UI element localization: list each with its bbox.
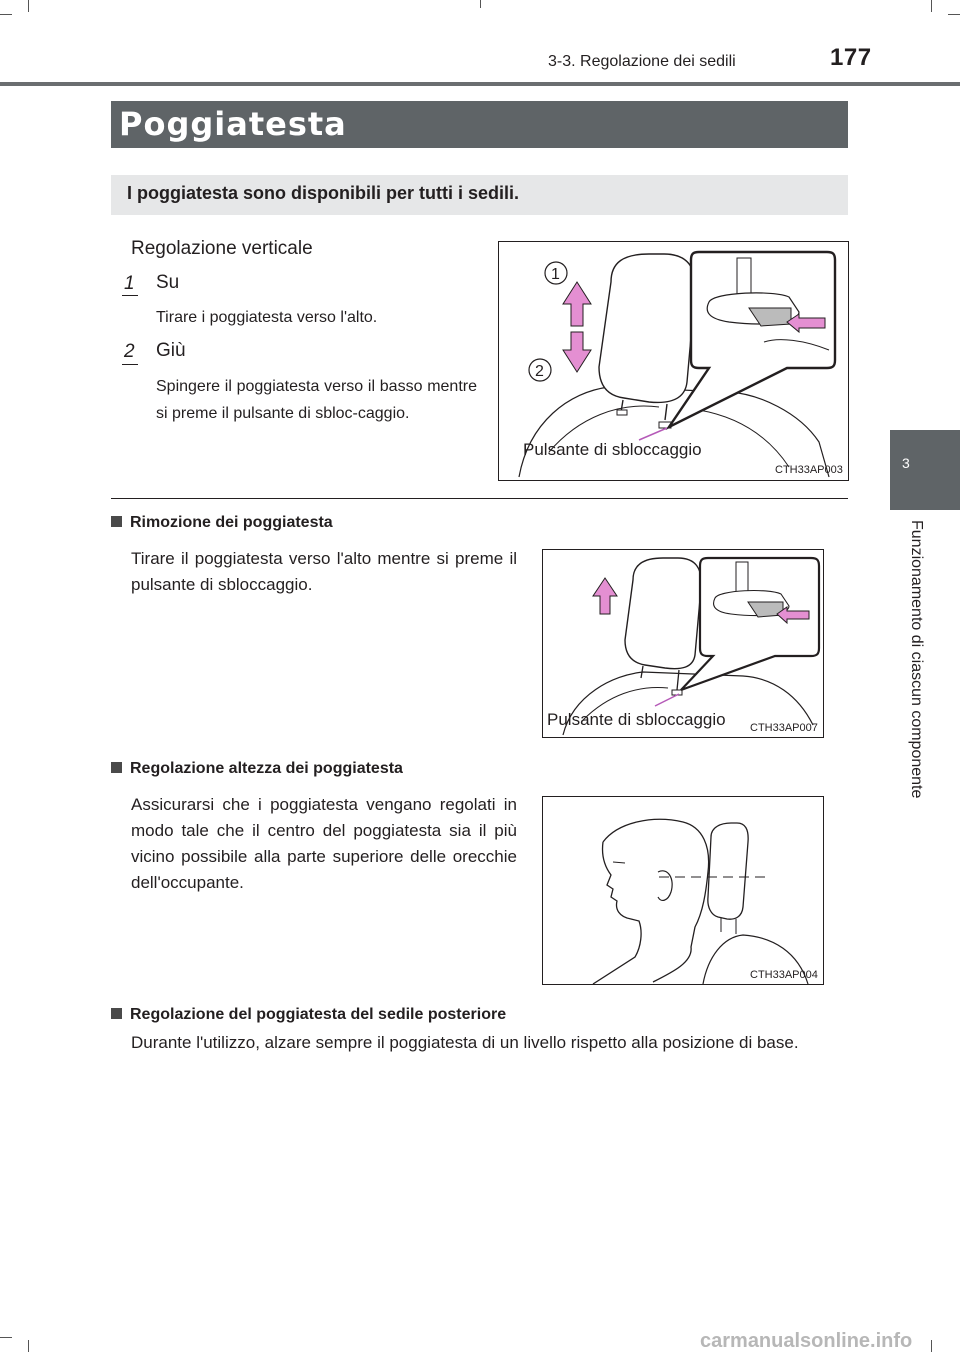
intro-text: I poggiatesta sono disponibili per tutti i sedili.	[127, 183, 520, 203]
figure-label-release-button: Pulsante di sbloccaggio	[523, 440, 702, 459]
step-number-2: 2	[124, 341, 135, 362]
crop-mark	[28, 1340, 29, 1352]
heading-text: Regolazione del poggiatesta del sedile posteriore	[130, 1006, 507, 1023]
figure-code: CTH33AP004	[750, 969, 818, 981]
heading-text: Rimozione dei poggiatesta	[130, 514, 333, 531]
vertical-heading: Regolazione verticale	[131, 238, 313, 259]
number-underline	[122, 295, 138, 296]
square-bullet-icon	[111, 1008, 122, 1019]
step-label-2: Giù	[156, 340, 186, 361]
page-number: 177	[830, 44, 872, 71]
section-reference: 3-3. Regolazione dei sedili	[548, 53, 736, 70]
crop-mark	[931, 0, 932, 12]
crop-mark	[948, 14, 960, 15]
subsection-heading-height	[111, 760, 403, 778]
step-number-1: 1	[124, 273, 135, 294]
step-label-1: Su	[156, 272, 180, 293]
chapter-label-text: Funzionamento di ciascun componente	[908, 520, 925, 799]
square-bullet-icon	[111, 516, 122, 527]
subsection-heading-rear	[111, 1006, 506, 1024]
square-bullet-icon	[111, 762, 122, 773]
crop-mark	[28, 0, 29, 12]
section-divider	[111, 498, 848, 499]
crop-mark	[0, 1337, 12, 1338]
page-title: Poggiatesta	[119, 105, 347, 143]
crop-mark	[931, 1340, 932, 1352]
marker-1: 1	[551, 266, 560, 283]
figure-code: CTH33AP003	[775, 464, 843, 476]
occupant-head-illustration	[543, 797, 823, 984]
figure-removal	[542, 549, 824, 738]
figure-label-release-button: Pulsante di sbloccaggio	[547, 710, 726, 729]
subsection-heading-removal	[111, 514, 333, 532]
crop-mark	[0, 14, 12, 15]
step-text-2: Spingere il poggiatesta verso il basso mentre si preme il pulsante di sbloc-caggio.	[156, 378, 477, 422]
figure-vertical-adjust	[498, 241, 849, 481]
step-text-1: Tirare i poggiatesta verso l'alto.	[156, 309, 378, 326]
rear-text: Durante l'utilizzo, alzare sempre il poggiatesta di un livello rispetto alla posizione di base.	[131, 1033, 799, 1052]
header-rule	[0, 82, 960, 86]
removal-text: Tirare il poggiatesta verso l'alto mentre si preme il pulsante di sbloccaggio.	[131, 549, 517, 594]
figure-height	[542, 796, 824, 985]
chapter-number: 3	[902, 455, 910, 471]
marker-2: 2	[535, 363, 544, 380]
heading-text: Regolazione altezza dei poggiatesta	[130, 760, 403, 777]
chapter-side-label	[870, 520, 960, 920]
headrest-removal-illustration	[543, 550, 823, 737]
height-text: Assicurarsi che i poggiatesta vengano regolati in modo tale che il centro del poggiatesta sia il più vicino possibile alla parte superiore delle orecchie dell'occupante.	[131, 795, 517, 892]
crop-mark	[480, 0, 481, 8]
figure-code: CTH33AP007	[750, 722, 818, 734]
chapter-tab[interactable]	[890, 430, 960, 510]
watermark: carmanualsonline.info	[700, 1330, 913, 1352]
number-underline	[122, 364, 138, 365]
